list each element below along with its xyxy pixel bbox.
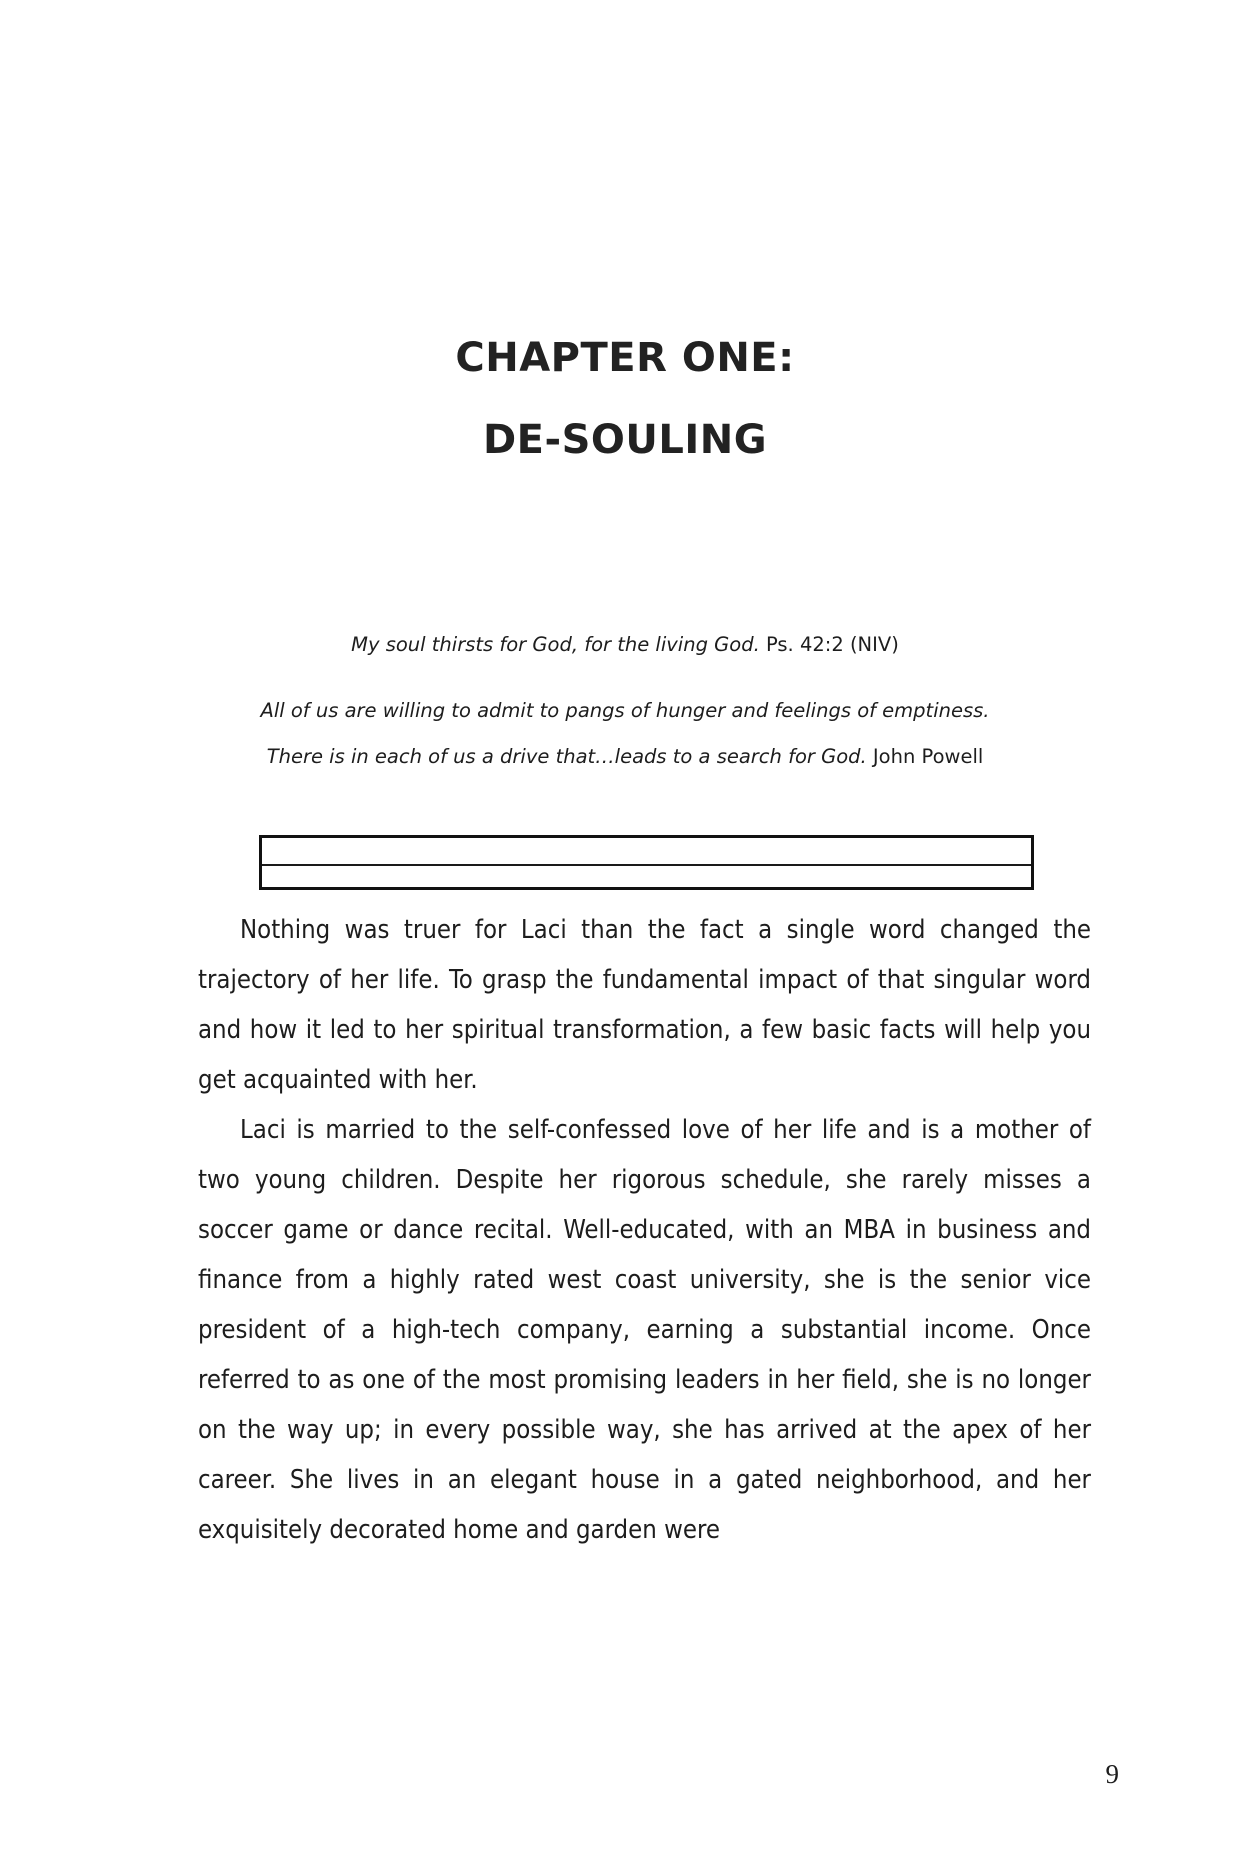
epigraph-scripture-attribution: Ps. 42:2 (NIV) <box>759 633 899 656</box>
body-paragraph-2-text: Laci is married to the self-confessed love of her life and is a mother of two young children. Despite her rigorous schedule, she rarely misses a soccer game or dance recital. Well-educated, with an MBA in business and finance from a highly rated west coast university, she is the senior vice president of a high-tech company, earning a substantial income. Once referred to as one of the most promising leaders in her field, she is no longer on the way up; in every possible way, she has arrived at the apex of her career. She lives in an elegant house in a gated neighborhood, and her exquisitely decorated home and garden were <box>198 1115 1091 1545</box>
divider-inner-rule <box>262 864 1031 866</box>
body-paragraph-2 <box>198 1105 1091 1555</box>
chapter-title-line-2: DE-SOULING <box>482 417 768 463</box>
epigraph-powell-attribution: John Powell <box>866 745 984 768</box>
epigraph-powell-quote-line-1: All of us are willing to admit to pangs of hunger and feelings of emptiness. <box>260 698 990 722</box>
body-text <box>198 905 1091 1555</box>
decorative-divider-box <box>259 835 1034 890</box>
body-paragraph-1 <box>198 905 1091 1105</box>
epigraph-scripture-quote: My soul thirsts for God, for the living God. <box>351 633 760 656</box>
epigraph-block <box>150 635 1100 767</box>
epigraph-powell-quote-line-2: There is in each of us a drive that…leads to a search for God. <box>266 745 867 768</box>
epigraph-powell-line-1 <box>150 698 1100 722</box>
epigraph-powell-line-2 <box>150 747 1100 767</box>
chapter-title-line-1: CHAPTER ONE: <box>455 335 795 381</box>
epigraph-scripture <box>150 635 1100 655</box>
body-paragraph-1-text: Nothing was truer for Laci than the fact a single word changed the trajectory of her life. To grasp the fundamental impact of that singular word and how it led to her spiritual transformation, a few basic facts will help you get acquainted with her. <box>198 915 1091 1095</box>
page-number: 9 <box>1105 1759 1119 1789</box>
chapter-title <box>0 335 1250 463</box>
